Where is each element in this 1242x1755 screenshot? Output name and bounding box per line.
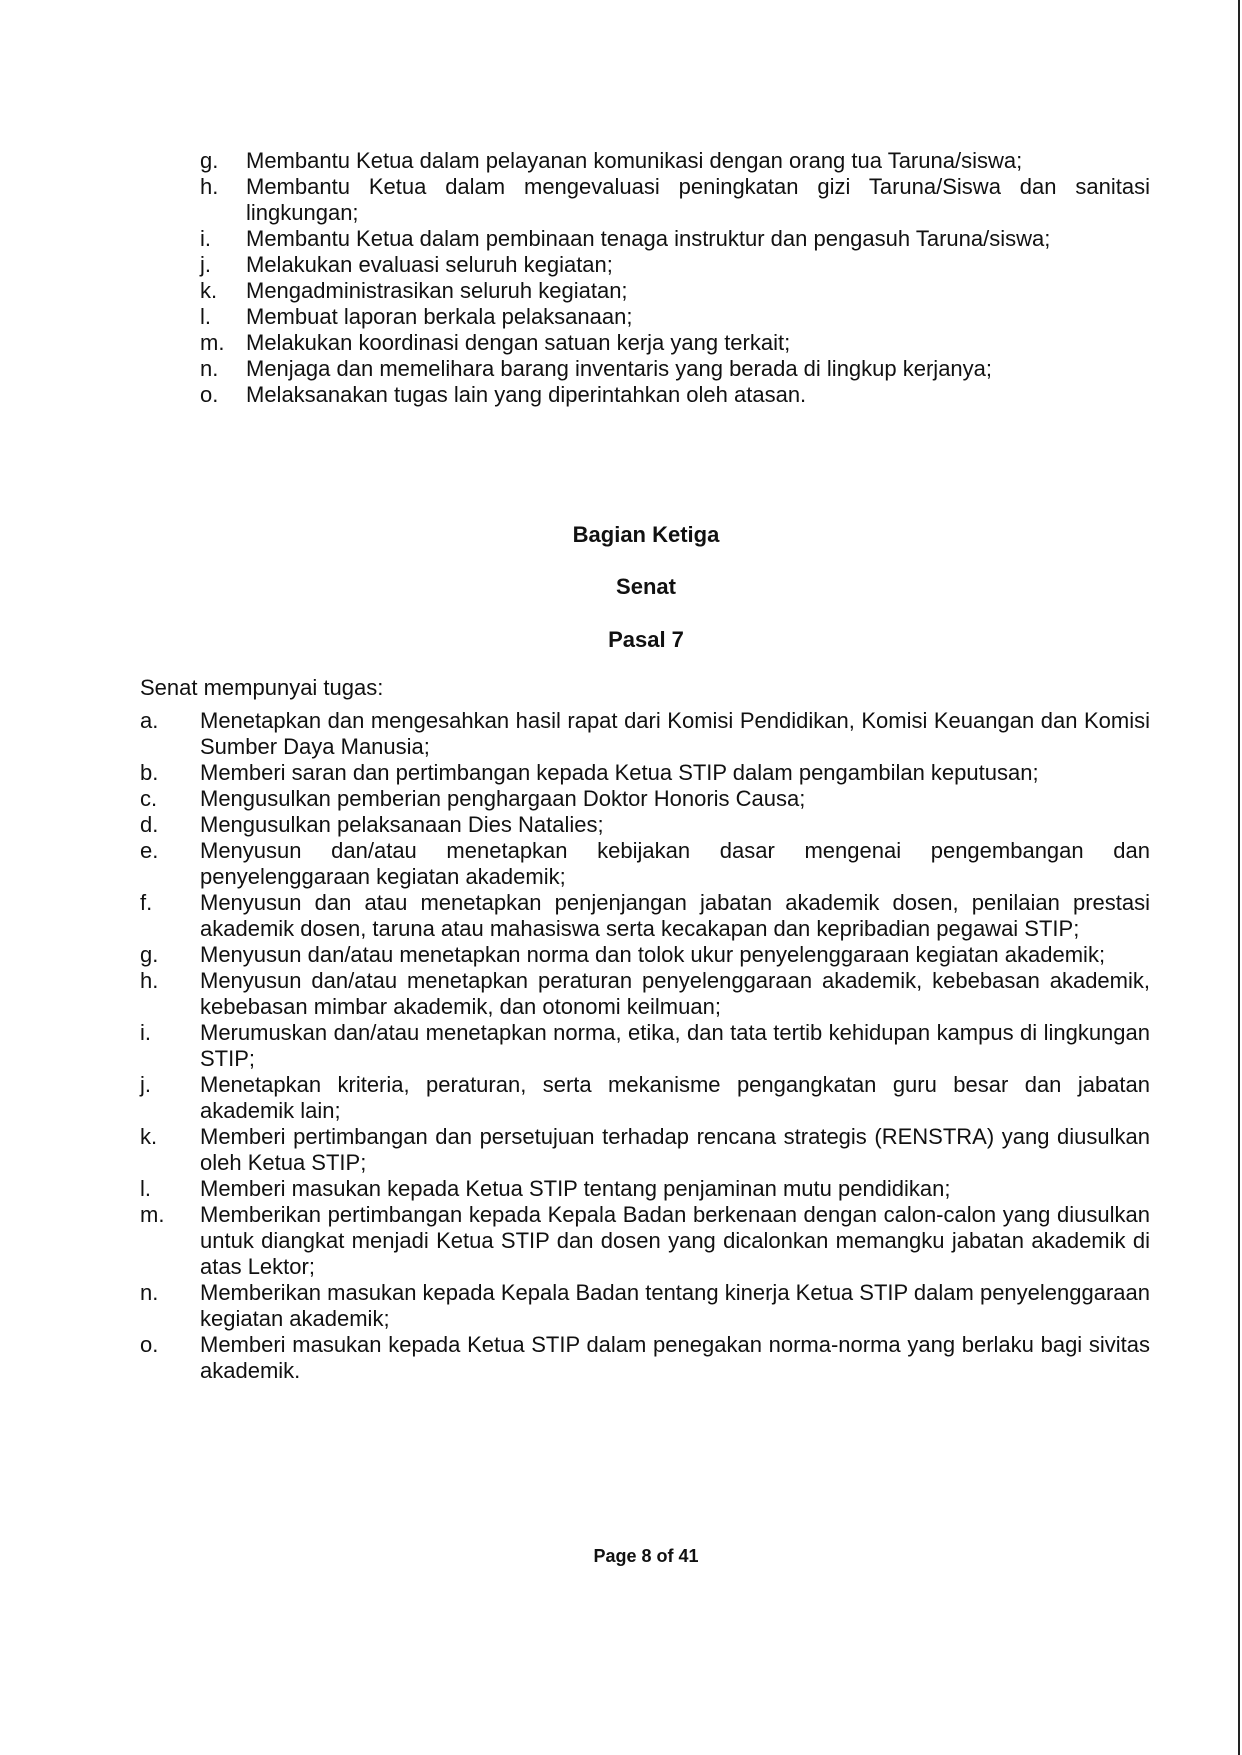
list-item-text: Menyusun dan atau menetapkan penjenjangan jabatan akademik dosen, penilaian prestasi akademik dosen, taruna atau mahasiswa serta kecakapan dan kepribadian pegawai STIP; (200, 890, 1150, 941)
list-item-text: Membantu Ketua dalam mengevaluasi peningkatan gizi Taruna/Siswa dan sanitasi lingkungan; (246, 174, 1150, 225)
list-marker: o. (200, 382, 219, 407)
list-item-text: Membantu Ketua dalam pembinaan tenaga instruktur dan pengasuh Taruna/siswa; (246, 226, 1051, 251)
list-item (140, 1176, 1150, 1202)
list-item (140, 1280, 1150, 1332)
list-marker: l. (140, 1176, 151, 1201)
list-item (140, 1124, 1150, 1176)
list-item (140, 942, 1150, 968)
list-item (200, 356, 1150, 382)
list-item (140, 838, 1150, 890)
list-item (140, 968, 1150, 1020)
list-item (140, 890, 1150, 942)
list-marker: n. (140, 1280, 159, 1305)
list-item-text: Membuat laporan berkala pelaksanaan; (246, 304, 633, 329)
list-item (200, 330, 1150, 356)
list-marker: k. (200, 278, 218, 303)
top-task-list (200, 148, 1150, 408)
list-item (140, 1072, 1150, 1124)
list-item-text: Memberi saran dan pertimbangan kepada Ketua STIP dalam pengambilan keputusan; (200, 760, 1039, 785)
list-item-text: Memberi pertimbangan dan persetujuan terhadap rencana strategis (RENSTRA) yang diusulkan oleh Ketua STIP; (200, 1124, 1150, 1175)
list-marker: l. (200, 304, 211, 329)
list-marker: h. (140, 968, 159, 993)
senat-task-list (140, 708, 1150, 1384)
list-marker: j. (140, 1072, 151, 1097)
list-item-text: Memberikan pertimbangan kepada Kepala Badan berkenaan dengan calon-calon yang diusulkan untuk diangkat menjadi Ketua STIP dan dosen yang dicalonkan memangku jabatan akademik di atas Lektor; (200, 1202, 1150, 1279)
list-marker: g. (140, 942, 159, 967)
list-marker: a. (140, 708, 159, 733)
list-item-text: Menetapkan kriteria, peraturan, serta mekanisme pengangkatan guru besar dan jabatan akademik lain; (200, 1072, 1150, 1123)
list-item-text: Merumuskan dan/atau menetapkan norma, etika, dan tata tertib kehidupan kampus di lingkungan STIP; (200, 1020, 1150, 1071)
page-number: Page 8 of 41 (593, 1546, 699, 1566)
list-marker: m. (200, 330, 225, 355)
list-marker: n. (200, 356, 219, 381)
list-item-text: Melaksanakan tugas lain yang diperintahkan oleh atasan. (246, 382, 807, 407)
list-item-text: Menyusun dan/atau menetapkan kebijakan dasar mengenai pengembangan dan penyelenggaraan kegiatan akademik; (200, 838, 1150, 889)
page-edge-line (1238, 0, 1240, 1755)
list-marker: m. (140, 1202, 165, 1227)
list-item (140, 1202, 1150, 1280)
list-marker: j. (200, 252, 211, 277)
list-marker: k. (140, 1124, 158, 1149)
list-marker: c. (140, 786, 158, 811)
list-item (140, 812, 1150, 838)
section-heading: Senat (616, 574, 676, 599)
part-heading: Bagian Ketiga (572, 522, 720, 547)
list-item (200, 278, 1150, 304)
list-marker: i. (140, 1020, 151, 1045)
list-marker: h. (200, 174, 219, 199)
list-marker: i. (200, 226, 211, 251)
list-item (200, 304, 1150, 330)
list-item-text: Menetapkan dan mengesahkan hasil rapat dari Komisi Pendidikan, Komisi Keuangan dan Komisi Sumber Daya Manusia; (200, 708, 1150, 759)
list-item-text: Menjaga dan memelihara barang inventaris yang berada di lingkup kerjanya; (246, 356, 993, 381)
list-item-text: Memberikan masukan kepada Kepala Badan tentang kinerja Ketua STIP dalam penyelenggaraan kegiatan akademik; (200, 1280, 1150, 1331)
article-heading: Pasal 7 (608, 627, 684, 652)
list-item-text: Mengusulkan pelaksanaan Dies Natalies; (200, 812, 604, 837)
list-item (200, 382, 1150, 408)
list-item (140, 1332, 1150, 1384)
list-item (200, 226, 1150, 252)
list-item-text: Membantu Ketua dalam pelayanan komunikasi dengan orang tua Taruna/siswa; (246, 148, 1023, 173)
list-marker: o. (140, 1332, 159, 1357)
list-item-text: Memberi masukan kepada Ketua STIP tentang penjaminan mutu pendidikan; (200, 1176, 951, 1201)
list-item (140, 786, 1150, 812)
list-item-text: Memberi masukan kepada Ketua STIP dalam penegakan norma-norma yang berlaku bagi sivitas akademik. (200, 1332, 1150, 1383)
list-item-text: Menyusun dan/atau menetapkan norma dan tolok ukur penyelenggaraan kegiatan akademik; (200, 942, 1106, 967)
list-item (200, 252, 1150, 278)
list-item-text: Melakukan evaluasi seluruh kegiatan; (246, 252, 613, 277)
list-item-text: Mengusulkan pemberian penghargaan Doktor Honoris Causa; (200, 786, 806, 811)
list-intro: Senat mempunyai tugas: (140, 675, 384, 700)
list-item (140, 760, 1150, 786)
list-item (200, 174, 1150, 226)
list-marker: g. (200, 148, 219, 173)
list-marker: e. (140, 838, 159, 863)
list-marker: d. (140, 812, 159, 837)
list-item (200, 148, 1150, 174)
list-marker: b. (140, 760, 159, 785)
list-item-text: Menyusun dan/atau menetapkan peraturan penyelenggaraan akademik, kebebasan akademik, kebebasan mimbar akademik, dan otonomi keilmuan; (200, 968, 1150, 1019)
list-item (140, 708, 1150, 760)
list-item (140, 1020, 1150, 1072)
list-item-text: Melakukan koordinasi dengan satuan kerja yang terkait; (246, 330, 791, 355)
list-item-text: Mengadministrasikan seluruh kegiatan; (246, 278, 628, 303)
list-marker: f. (140, 890, 153, 915)
